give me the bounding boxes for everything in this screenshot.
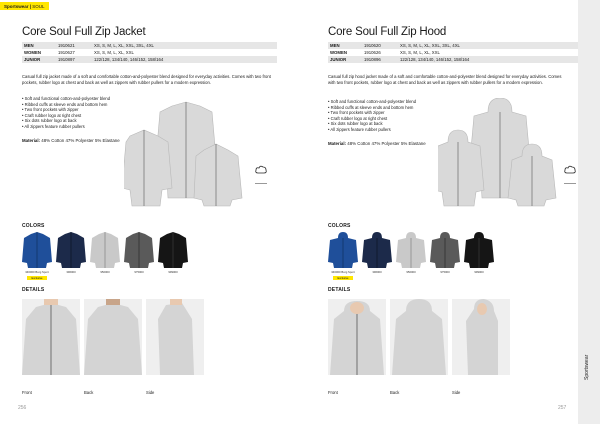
- feature-item: • Two front pockets with zipper: [328, 110, 385, 116]
- jacket-swatch-blue: [22, 232, 52, 268]
- spec-row: [22, 56, 277, 63]
- jacket-swatch-grey: [90, 232, 120, 268]
- spec-number: 1910626: [364, 50, 381, 55]
- swatch-code: 346000 Burg Sport: [25, 270, 49, 274]
- swatch-code: 975000: [440, 270, 450, 274]
- swatch-code: 396000: [66, 270, 76, 274]
- details-heading: DETAILS: [22, 287, 45, 293]
- feature-item: • Two front pockets with zipper: [22, 107, 79, 113]
- material-info: [328, 141, 426, 146]
- spec-row: [328, 49, 578, 56]
- jacket-swatch-dark-grey: [124, 232, 154, 268]
- page-right: [300, 0, 600, 424]
- color-swatch[interactable]: [362, 232, 392, 274]
- color-swatch[interactable]: [396, 232, 426, 274]
- spec-group: MEN: [22, 42, 56, 49]
- jacket-swatch-navy: [56, 232, 86, 268]
- product-description: Casual full zip hood jacket made of a soft and comfortable cotton-and-polyester blend designed for everyday activities. Comes with two front pockets, rubber logo at chest and back as well as zippers with rubber pullers for a modern expression.: [328, 74, 562, 85]
- spec-sizes: XS, S, M, L, XL, XXL, 3XL, 4XL: [92, 42, 277, 49]
- swatch-code: 396000: [372, 270, 382, 274]
- spec-sizes: XS, S, M, L, XL, XXL: [400, 50, 440, 55]
- feature-item: • Soft and functional cotton-and-polyester blend: [328, 99, 417, 104]
- product-title: Core Soul Full Zip Jacket: [22, 26, 146, 38]
- swatch-code: 999000: [474, 270, 484, 274]
- spec-group: JUNIOR: [22, 56, 56, 63]
- spec-group: MEN: [328, 42, 362, 49]
- colors-heading: COLORS: [328, 223, 351, 229]
- swatch-code: 999000: [168, 270, 178, 274]
- detail-photos: [328, 299, 538, 389]
- swatch-code: 975000: [134, 270, 144, 274]
- color-swatches: [22, 232, 212, 282]
- detail-back-photo: [390, 299, 448, 375]
- material-label: Material:: [328, 141, 347, 146]
- spec-row: [22, 49, 277, 56]
- sidebar-label: Sportswear: [584, 354, 590, 380]
- detail-caption: Back: [390, 390, 400, 395]
- hero-product-image: [438, 98, 562, 208]
- feature-item: • Ribbed cuffs at sleeve ends and bottom hem: [22, 101, 108, 107]
- spec-row: [328, 42, 578, 49]
- spec-number: 1910896: [362, 56, 398, 63]
- spec-number: 1910621: [56, 42, 92, 49]
- detail-back-photo: [84, 299, 142, 375]
- feature-item: • Soft and functional cotton-and-polyester blend: [22, 96, 111, 101]
- section-tag-sub: SOUL: [32, 3, 45, 9]
- hood-swatch-black: [464, 232, 494, 268]
- page-number: 257: [558, 405, 567, 411]
- detail-side-photo: [452, 299, 510, 375]
- spec-sizes: XS, S, M, L, XL, XXL: [94, 50, 134, 55]
- detail-front-photo: [22, 299, 80, 375]
- spec-number: 1910897: [56, 56, 92, 63]
- product-title: Core Soul Full Zip Hood: [328, 26, 447, 38]
- hood-swatch-grey: [396, 232, 426, 268]
- color-swatch[interactable]: [430, 232, 460, 274]
- spec-number: 1910620: [362, 42, 398, 49]
- detail-caption: Side: [146, 390, 155, 395]
- detail-caption: Side: [452, 390, 461, 395]
- colors-heading: COLORS: [22, 223, 45, 229]
- color-swatch[interactable]: [22, 232, 52, 280]
- material-value: 48% Cotton 47% Polyester 5% Elastane: [41, 138, 120, 143]
- spec-row: [328, 56, 578, 63]
- swatch-code: 950000: [100, 270, 110, 274]
- feature-item: • Ribbed cuffs at sleeve ends and bottom hem: [328, 104, 414, 110]
- spec-sizes: 122/128, 134/140, 146/152, 158/164: [398, 56, 578, 63]
- feature-list: [328, 99, 438, 133]
- spec-table: [22, 42, 277, 63]
- spec-sizes: XS, S, M, L, XL, XXL, 3XL, 4XL: [398, 42, 578, 49]
- product-description: Casual full zip jacket made of a soft and comfortable cotton-and-polyester blend designed for everyday activities. Comes with two front pockets, rubber logo at chest and back as well as zippers with rubber pullers for a modern expression.: [22, 74, 271, 85]
- detail-caption: Front: [328, 390, 338, 395]
- color-swatches: [328, 232, 518, 282]
- cloud-icon: [255, 165, 267, 175]
- page-number: 256: [18, 405, 27, 411]
- cloud-icon: [564, 165, 576, 175]
- color-swatch[interactable]: [158, 232, 188, 274]
- spec-sizes: 122/128, 134/140, 146/152, 158/164: [92, 56, 277, 63]
- spec-group: WOMEN: [24, 50, 41, 55]
- detail-caption: Front: [22, 390, 32, 395]
- detail-photos: [22, 299, 232, 389]
- color-swatch[interactable]: [56, 232, 86, 274]
- hood-swatch-blue: [328, 232, 358, 268]
- care-info: [255, 162, 267, 202]
- feature-item: • All zippers feature rubber pullers: [22, 123, 85, 129]
- swatch-code: 950000: [406, 270, 416, 274]
- spec-table: [328, 42, 578, 63]
- material-value: 48% Cotton 47% Polyester 5% Elastane: [347, 141, 426, 146]
- spec-number: 1910627: [58, 50, 75, 55]
- detail-caption: Back: [84, 390, 94, 395]
- color-swatch[interactable]: [464, 232, 494, 274]
- details-heading: DETAILS: [328, 287, 351, 293]
- feature-item: • Six dots rubber logo at back: [328, 121, 383, 127]
- hood-swatch-dark-grey: [430, 232, 460, 268]
- spec-row: [22, 42, 277, 49]
- spec-group: JUNIOR: [328, 56, 362, 63]
- jacket-swatch-black: [158, 232, 188, 268]
- exclusive-badge: Exclusive: [333, 276, 353, 280]
- detail-side-photo: [146, 299, 204, 375]
- color-swatch[interactable]: [328, 232, 358, 280]
- section-tag: Sportswear | SOUL: [0, 2, 49, 10]
- feature-item: • All zippers feature rubber pullers: [328, 126, 391, 132]
- feature-list: [22, 96, 132, 130]
- swatch-code: 346000 Burg Sport: [331, 270, 355, 274]
- material-info: [22, 138, 120, 143]
- exclusive-badge: Exclusive: [27, 276, 47, 280]
- hero-product-image: [124, 98, 248, 208]
- material-label: Material:: [22, 138, 41, 143]
- care-info: [564, 162, 576, 202]
- feature-item: • Craft rubber logo at right chest: [328, 115, 388, 121]
- detail-front-photo: [328, 299, 386, 375]
- hood-swatch-navy: [362, 232, 392, 268]
- color-swatch[interactable]: [90, 232, 120, 274]
- spec-group: WOMEN: [330, 50, 347, 55]
- feature-item: • Six dots rubber logo at back: [22, 118, 77, 124]
- section-tag-main: Sportswear: [4, 3, 29, 9]
- feature-item: • Craft rubber logo at right chest: [22, 112, 82, 118]
- color-swatch[interactable]: [124, 232, 154, 274]
